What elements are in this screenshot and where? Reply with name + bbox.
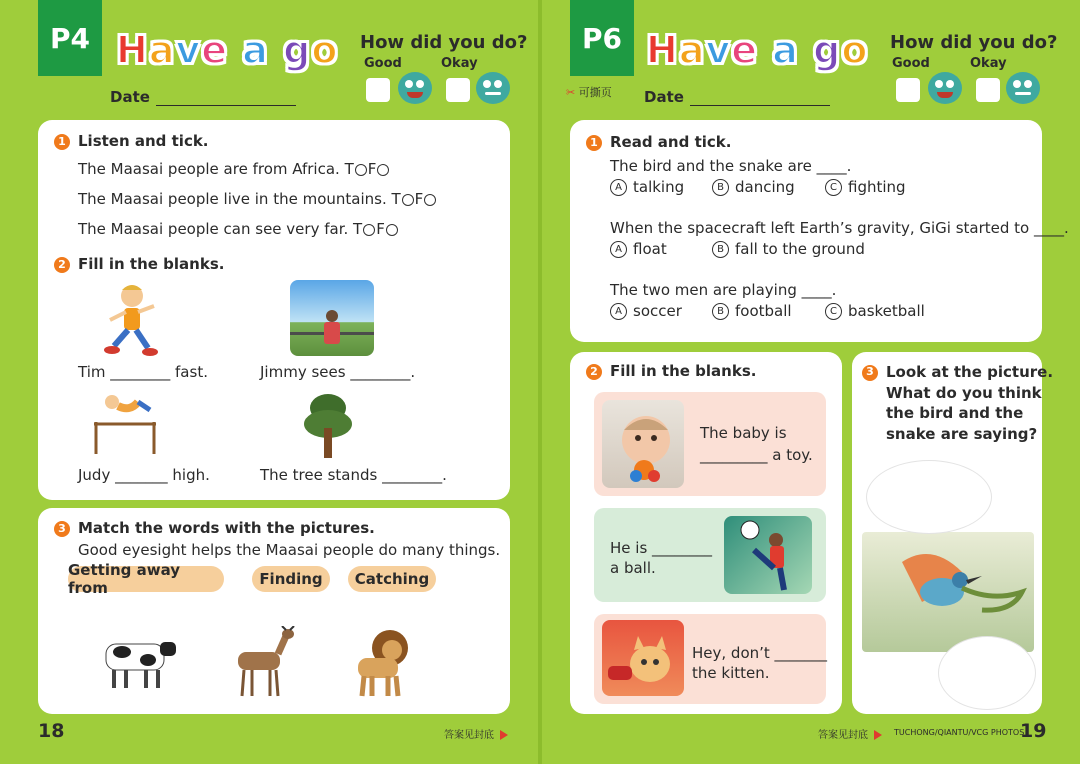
option-b[interactable]: B fall to the ground xyxy=(712,240,865,258)
page-number: 19 xyxy=(1020,720,1047,742)
q2-blank-1: Tim ________ fast. xyxy=(78,363,208,381)
q1-item: The Maasai people can see very far. T F xyxy=(78,220,399,238)
bird-and-snake-photo xyxy=(862,532,1034,652)
antelope-picture xyxy=(228,626,298,698)
blank-line-2: the kitten. xyxy=(692,664,770,682)
happy-dino-icon xyxy=(398,72,432,104)
blank-line-1: He is ________ xyxy=(610,539,713,557)
have-a-go-title: Have a go xyxy=(646,28,869,72)
q3-subtitle: Good eyesight helps the Maasai people do many things. xyxy=(78,541,501,559)
word-pill[interactable]: Finding xyxy=(252,566,330,592)
blank-line-2: a ball. xyxy=(610,559,656,577)
blank-line-1: The baby is xyxy=(700,424,787,442)
okay-label: Okay xyxy=(970,56,1007,71)
speech-bubble-bottom[interactable] xyxy=(938,636,1036,710)
okay-checkbox[interactable] xyxy=(446,78,470,102)
date-field: Date xyxy=(110,88,296,106)
arrow-right-icon xyxy=(500,730,508,740)
boy-looking-at-sky-photo xyxy=(290,280,374,356)
neutral-dino-icon xyxy=(1006,72,1040,104)
word-pill[interactable]: Catching xyxy=(348,566,436,592)
true-option-circle[interactable] xyxy=(355,164,367,176)
happy-dino-icon xyxy=(928,72,962,104)
option-a[interactable]: A soccer xyxy=(610,302,682,320)
option-a[interactable]: A float xyxy=(610,240,667,258)
q2-title: 2 Fill in the blanks. xyxy=(54,255,224,273)
baby-with-toy-photo xyxy=(602,400,684,488)
q1-question: The bird and the snake are ____. xyxy=(610,157,852,175)
page-number: 18 xyxy=(38,720,65,742)
option-b[interactable]: B football xyxy=(712,302,792,320)
neutral-dino-icon xyxy=(476,72,510,104)
kitten-photo xyxy=(602,620,684,696)
self-assessment-title: How did you do? xyxy=(890,32,1058,53)
photo-credit: TUCHONG/QIANTU/VCG PHOTOS xyxy=(894,728,1025,737)
scissors-icon: ✂ xyxy=(566,86,576,99)
good-checkbox[interactable] xyxy=(896,78,920,102)
self-assessment-title: How did you do? xyxy=(360,32,528,53)
cut-page-note: ✂ 可撕页 xyxy=(566,86,612,99)
okay-label: Okay xyxy=(441,56,478,71)
page-tag: P4 xyxy=(38,0,102,76)
q2-title: 2 Fill in the blanks. xyxy=(586,362,756,380)
true-option-circle[interactable] xyxy=(402,194,414,206)
q1-options xyxy=(610,302,925,320)
q2-blank-2: Jimmy sees ________. xyxy=(260,363,416,381)
blank-line-2: _________ a toy. xyxy=(700,446,813,464)
tree-picture xyxy=(300,392,356,460)
good-label: Good xyxy=(892,56,930,71)
false-option-circle[interactable] xyxy=(386,224,398,236)
true-option-circle[interactable] xyxy=(363,224,375,236)
good-checkbox[interactable] xyxy=(366,78,390,102)
false-option-circle[interactable] xyxy=(424,194,436,206)
q2-blank-4: The tree stands ________. xyxy=(260,466,447,484)
date-field: Date xyxy=(644,88,830,106)
option-c[interactable]: C fighting xyxy=(825,178,906,196)
q3-title: 3 Match the words with the pictures. xyxy=(54,519,375,537)
cow-picture xyxy=(92,630,178,692)
q2-blank-3: Judy _______ high. xyxy=(78,466,210,484)
q1-options xyxy=(610,178,906,196)
lion-picture xyxy=(350,628,416,698)
speech-bubble-top[interactable] xyxy=(866,460,992,534)
q1-title: 1 Listen and tick. xyxy=(54,132,209,150)
good-label: Good xyxy=(364,56,402,71)
false-option-circle[interactable] xyxy=(377,164,389,176)
option-a[interactable]: A talking xyxy=(610,178,684,196)
date-line[interactable] xyxy=(156,91,296,106)
q1-question: When the spacecraft left Earth’s gravity, GiGi started to ____. xyxy=(610,219,1069,237)
arrow-right-icon xyxy=(874,730,882,740)
blank-line-1: Hey, don’t _______ xyxy=(692,644,828,662)
date-line[interactable] xyxy=(690,91,830,106)
q1-question: The two men are playing ____. xyxy=(610,281,837,299)
q1-options xyxy=(610,240,865,258)
option-c[interactable]: C basketball xyxy=(825,302,925,320)
option-b[interactable]: B dancing xyxy=(712,178,795,196)
q1-item: The Maasai people live in the mountains. T F xyxy=(78,190,437,208)
page-tag: P6 xyxy=(570,0,634,76)
have-a-go-title: Have a go xyxy=(116,28,339,72)
okay-checkbox[interactable] xyxy=(976,78,1000,102)
q3-title: 3 Look at the picture. What do you think the bird and the snake are saying? xyxy=(862,362,1053,444)
q1-title: 1 Read and tick. xyxy=(586,133,731,151)
high-jump-girl-picture xyxy=(90,392,160,456)
q1-item: The Maasai people are from Africa. T F xyxy=(78,160,390,178)
right-page xyxy=(540,0,1080,764)
word-pill[interactable]: Getting away from xyxy=(68,566,224,592)
answer-note: 答案见封底 xyxy=(444,726,508,741)
soccer-player-photo xyxy=(724,516,812,594)
running-boy-picture xyxy=(100,282,162,358)
answer-note: 答案见封底 xyxy=(818,726,882,741)
